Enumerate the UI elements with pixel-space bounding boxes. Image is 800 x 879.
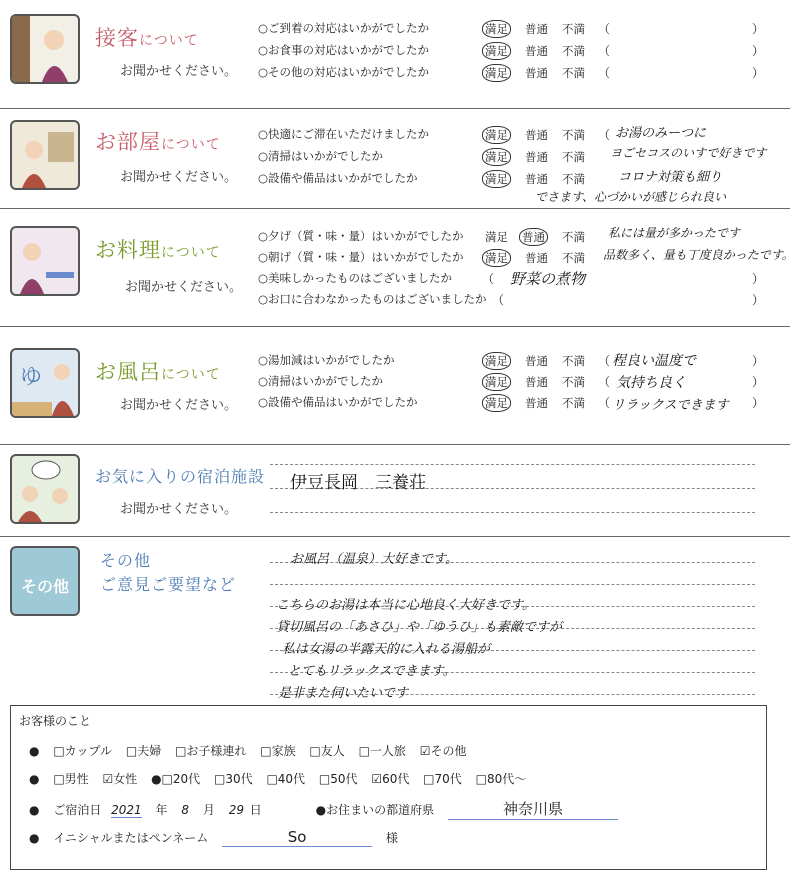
section-title: お料理について	[95, 238, 221, 262]
residence-label: ●お住まいの都道府県	[315, 803, 435, 817]
stay-month[interactable]: 8	[181, 803, 190, 817]
comment-line: こちらのお湯は本当に心地良く大好きです。	[276, 598, 535, 613]
question: ○その他の対応はいかがでしたか	[258, 65, 430, 79]
question: ○お口に合わなかったものはございましたか	[258, 292, 487, 306]
checkbox-option[interactable]: □70代	[423, 772, 462, 786]
comment-line: お風呂（温泉）大好きです。	[290, 552, 458, 567]
rating-options: 満足 普通 不満	[485, 64, 599, 82]
staff-illustration-icon	[10, 14, 80, 84]
section-subtitle: お聞かせください。	[120, 170, 238, 185]
stay-day[interactable]: 29	[228, 803, 244, 817]
section-room: お部屋について お聞かせください。 ○快適にご滞在いただけましたか ○清掃はいかがでしたか ○設備や備品はいかがでしたか 満足 普通 不満 満足 普通 不満 満足 普通 不満 （ お湯のみーつに ヨごセコスのいすで好きです コロナ対策も細り でさます、心づかいが感じられ良い	[0, 108, 790, 209]
food-illustration-icon	[10, 226, 80, 296]
section-food: お料理について お聞かせください。 ○夕げ（質・味・量）はいかがでしたか ○朝げ（質・味・量）はいかがでしたか ○美味しかったものはございましたか ○お口に合わなかったものはございましたか 満足 普通 不満 満足 普通 不満 （ ） （ ） 私には量が多かったです 品数多く、量も丁度良かったです。 野菜の煮物	[0, 208, 790, 327]
checkbox-option[interactable]: □カップル	[53, 744, 113, 758]
handwritten-comment: コロナ対策も細り	[618, 170, 723, 185]
section-subtitle: お聞かせください。	[125, 280, 243, 295]
handwritten-comment: でさます、心づかいが感じられ良い	[535, 190, 727, 204]
customer-heading: お客様のこと	[19, 714, 92, 728]
question: ○朝げ（質・味・量）はいかがでしたか	[258, 250, 464, 264]
initial-row	[29, 828, 408, 847]
section-title-line1: その他	[100, 551, 152, 570]
gender-age-checkboxes	[29, 770, 536, 787]
stay-date-label: ご宿泊日	[53, 803, 102, 817]
checkbox-option[interactable]: ☑60代	[371, 772, 410, 786]
section-subtitle: お聞かせください。	[120, 64, 238, 79]
checkbox-option[interactable]: ●□20代	[151, 772, 201, 786]
favorite-inn-answer: 伊豆長岡 三養荘	[290, 473, 426, 493]
section-subtitle: お聞かせください。	[120, 502, 238, 517]
section-title: お気に入りの宿泊施設	[95, 467, 266, 486]
rating-options: 満足 普通 不満	[485, 394, 599, 412]
section-favorite-inn	[0, 444, 790, 537]
section-subtitle: お聞かせください。	[120, 398, 238, 413]
chat-illustration-icon	[10, 454, 80, 524]
bath-illustration-icon	[10, 348, 80, 418]
checkbox-option[interactable]: □80代〜	[475, 772, 527, 786]
initial-value[interactable]: So	[222, 828, 372, 847]
other-section-icon: その他	[10, 546, 80, 616]
sama-label: 様	[385, 831, 398, 845]
checkbox-option[interactable]: □お子様連れ	[175, 744, 247, 758]
section-title-line2: ご意見ご要望など	[100, 575, 237, 594]
question: ○清掃はいかがでしたか	[258, 374, 384, 388]
comment-line: 貸切風呂の「あさひ」や「ゆうひ」も素敵ですが	[276, 620, 563, 635]
section-bath: ゆ お風呂について お聞かせください。 ○湯加減はいかがでしたか ○清掃はいかがでしたか ○設備や備品はいかがでしたか 満足 普通 不満 満足 普通 不満 満足 普通 不満 （ ） （ ） （ ） 程良い温度で 気持ち良く リラックスできます	[0, 326, 790, 445]
handwritten-comment: リラックスできます	[612, 398, 729, 413]
question: ○ご到着の対応はいかがでしたか	[258, 21, 430, 35]
question: ○お食事の対応はいかがでしたか	[258, 43, 430, 57]
question: ○設備や備品はいかがでしたか	[258, 171, 418, 185]
checkbox-option[interactable]: □夫婦	[125, 744, 162, 758]
section-other	[0, 536, 790, 704]
rating-options: 満足 普通 不満	[485, 126, 599, 144]
handwritten-comment: 気持ち良く	[616, 375, 686, 391]
section-title: お風呂について	[95, 360, 221, 384]
section-service: 接客について お聞かせください。 ○ご到着の対応はいかがでしたか ○お食事の対応はいかがでしたか ○その他の対応はいかがでしたか 満足 普通 不満 満足 普通 不満 満足 普通 不満 （ ） （ ） （ ）	[0, 0, 790, 109]
comment-line: 是非また伺いたいです	[278, 686, 409, 701]
handwritten-comment: 野菜の煮物	[510, 270, 586, 288]
bullet-icon: ●	[29, 744, 40, 758]
rating-options: 満足 普通 不満	[485, 373, 599, 391]
handwritten-comment: 私には量が多かったです	[608, 226, 741, 240]
section-title: 接客について	[95, 26, 199, 50]
stay-year[interactable]: 2021	[111, 803, 142, 817]
rating-options: 満足 普通 不満	[485, 170, 599, 188]
svg-text:ゆ: ゆ	[20, 365, 43, 390]
checkbox-option[interactable]: ☑女性	[102, 772, 138, 786]
question: ○設備や備品はいかがでしたか	[258, 395, 418, 409]
checkbox-option[interactable]: □家族	[260, 744, 296, 758]
question: ○夕げ（質・味・量）はいかがでしたか	[258, 229, 464, 243]
question: ○美味しかったものはございましたか	[258, 271, 453, 285]
question: ○湯加減はいかがでしたか	[258, 353, 395, 367]
checkbox-option[interactable]: □40代	[266, 772, 306, 786]
rating-options: 満足 普通 不満	[485, 352, 599, 370]
companion-checkboxes	[29, 742, 477, 759]
checkbox-option[interactable]: □30代	[214, 772, 253, 786]
checkbox-option[interactable]: □男性	[53, 772, 89, 786]
rating-options: 満足 普通 不満	[485, 230, 585, 244]
initial-label: イニシャルまたはペンネーム	[53, 831, 209, 845]
checkbox-option[interactable]: □50代	[318, 772, 358, 786]
rating-options: 満足 普通 不満	[485, 249, 599, 267]
room-illustration-icon	[10, 120, 80, 190]
bullet-icon: ●	[29, 772, 40, 786]
handwritten-comment: 品数多く、量も丁度良かったです。	[603, 248, 794, 262]
comment-line: とてもリラックスできます。	[288, 664, 456, 679]
checkbox-option[interactable]: □友人	[309, 744, 345, 758]
rating-options: 満足 普通 不満	[485, 20, 599, 38]
checkbox-option[interactable]: □一人旅	[358, 744, 406, 758]
bullet-icon: ●	[29, 803, 40, 817]
comment-line: 私は女湯の半露天的に入れる湯船が	[282, 642, 491, 657]
section-title: お部屋について	[95, 130, 221, 154]
customer-info-box	[10, 705, 767, 870]
checkbox-option[interactable]: ☑その他	[419, 744, 467, 758]
stay-date-row: ● ご宿泊日 2021 年 8 月 29 日 ●お住まいの都道府県 神奈川県	[29, 798, 628, 820]
residence-value[interactable]: 神奈川県	[448, 798, 618, 820]
bullet-icon: ●	[29, 831, 40, 845]
rating-options: 満足 普通 不満	[485, 42, 599, 60]
handwritten-comment: お湯のみーつに	[615, 126, 707, 141]
question: ○清掃はいかがでしたか	[258, 149, 384, 163]
handwritten-comment: 程良い温度で	[612, 353, 696, 369]
rating-options: 満足 普通 不満	[485, 148, 599, 166]
handwritten-comment: ヨごセコスのいすで好きです	[610, 146, 767, 160]
question: ○快適にご滞在いただけましたか	[258, 127, 430, 141]
